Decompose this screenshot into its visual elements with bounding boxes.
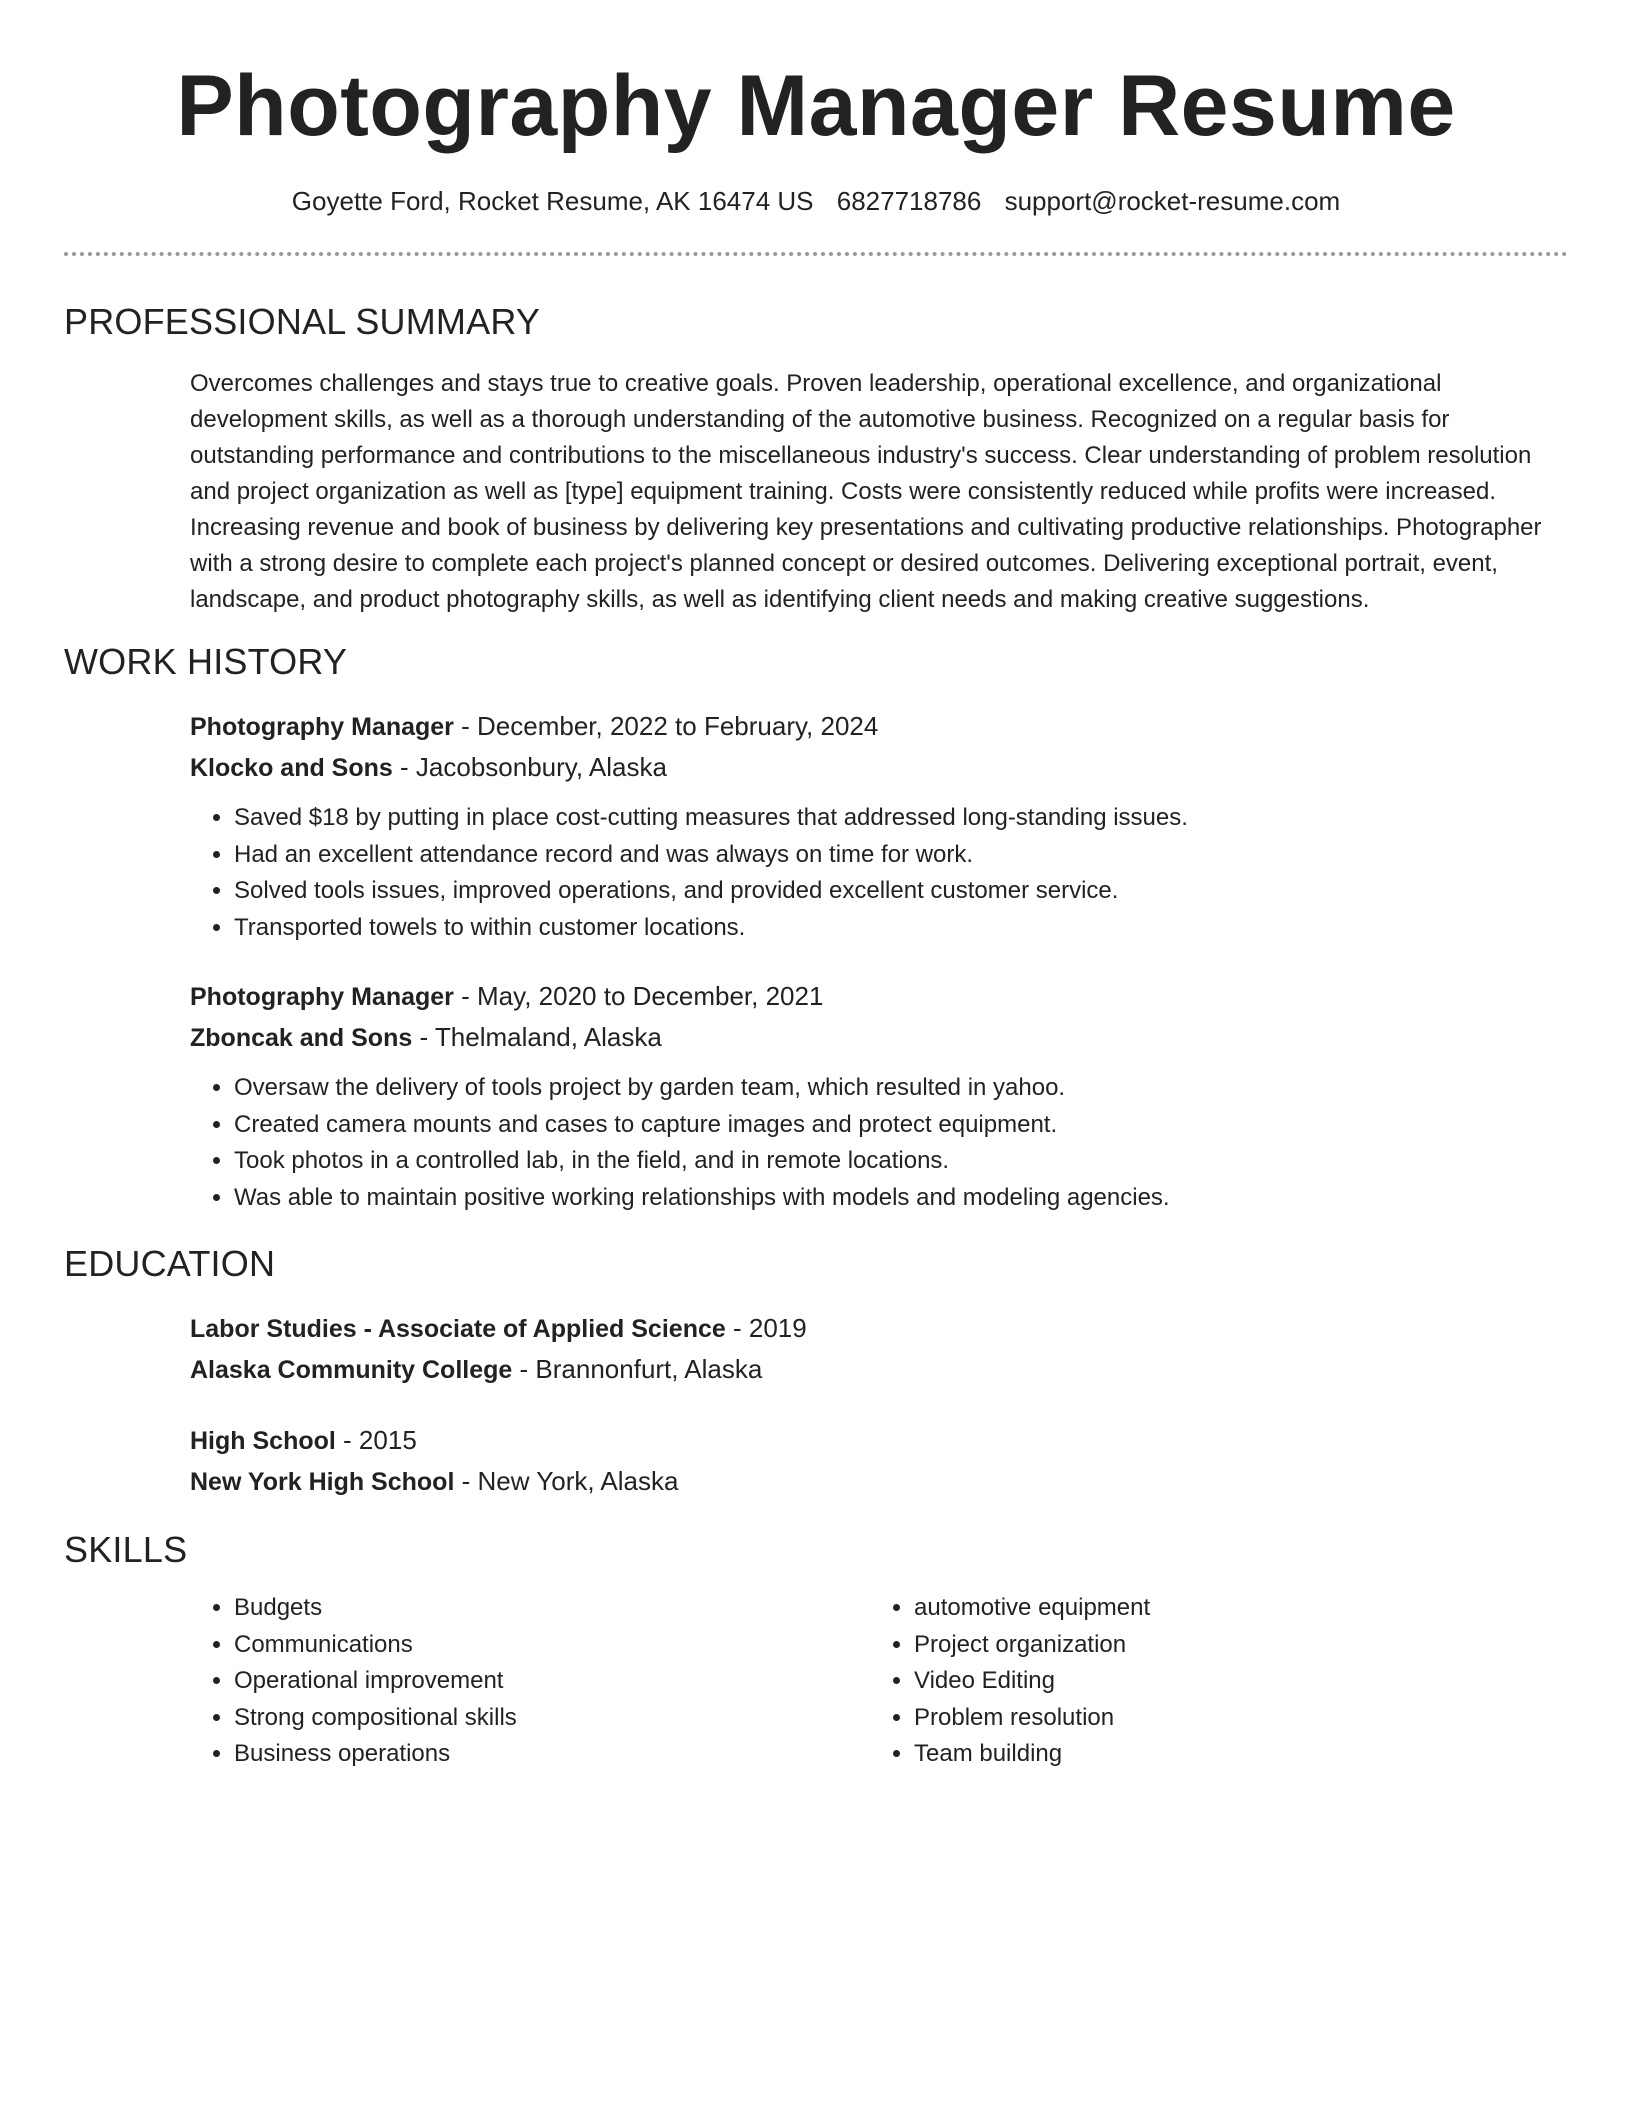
education-year: - 2019 — [725, 1313, 807, 1343]
education-heading: EDUCATION — [64, 1243, 276, 1284]
education-location: - Brannonfurt, Alaska — [512, 1354, 763, 1384]
job-bullet: • Oversaw the delivery of tools project by garden team, which resulted in yahoo. — [234, 1070, 1568, 1107]
job-bullet: • Had an excellent attendance record and was always on time for work. — [234, 837, 1568, 874]
job-company-line — [190, 747, 1568, 788]
education-school-line — [190, 1461, 1568, 1502]
job-title-line — [190, 706, 1568, 747]
skill-item: • Problem resolution — [914, 1700, 1550, 1737]
resume-title: Photography Manager Resume — [176, 58, 1456, 154]
job-entry — [190, 706, 1568, 946]
education-entry — [190, 1420, 1568, 1502]
job-title-line — [190, 976, 1568, 1017]
job-title: Photography Manager — [190, 983, 454, 1011]
job-bullet: • Solved tools issues, improved operations, and provided excellent customer service. — [234, 873, 1568, 910]
skill-item: • Budgets — [234, 1590, 870, 1627]
skill-item: • Project organization — [914, 1627, 1550, 1664]
skill-item: • automotive equipment — [914, 1590, 1550, 1627]
skill-item: • Business operations — [234, 1736, 870, 1773]
education-school: New York High School — [190, 1468, 455, 1496]
job-company-line — [190, 1017, 1568, 1058]
skills-column-right — [870, 1590, 1550, 1773]
skill-item: • Communications — [234, 1627, 870, 1664]
job-bullet: • Took photos in a controlled lab, in the field, and in remote locations. — [234, 1143, 1568, 1180]
skills-column-left — [190, 1590, 870, 1773]
skill-item: • Strong compositional skills — [234, 1700, 870, 1737]
contact-address: Goyette Ford, Rocket Resume, AK 16474 US — [291, 186, 814, 216]
education-entry — [190, 1308, 1568, 1390]
job-entry — [190, 976, 1568, 1216]
job-bullet: • Transported towels to within customer locations. — [234, 910, 1568, 947]
work-history-heading: WORK HISTORY — [64, 641, 348, 682]
job-company: Klocko and Sons — [190, 754, 393, 782]
job-bullet: • Was able to maintain positive working relationships with models and modeling agencies. — [234, 1180, 1568, 1217]
header-divider — [64, 252, 1568, 256]
skill-item: • Video Editing — [914, 1663, 1550, 1700]
skills-heading: SKILLS — [64, 1529, 188, 1570]
job-title: Photography Manager — [190, 713, 454, 741]
summary-text: Overcomes challenges and stays true to creative goals. Proven leadership, operational excellence, and organizational development skills, as well as a thorough understanding of the automotive business. Recognized on a regular basis for outstanding performance and contributions to the miscellaneous industry's success. Clear understanding of problem resolution and project organization as well as [type] equipment training. Costs were consistently reduced while profits were increased. Increasing revenue and book of business by delivering key presentations and cultivating productive relationships. Photographer with a strong desire to complete each project's planned concept or desired outcomes. Delivering exceptional portrait, event, landscape, and product photography skills, as well as identifying client needs and making creative suggestions. — [190, 370, 1542, 613]
skill-item: • Team building — [914, 1736, 1550, 1773]
education-degree: High School — [190, 1427, 336, 1455]
job-bullet: • Created camera mounts and cases to capture images and protect equipment. — [234, 1107, 1568, 1144]
job-bullet: • Saved $18 by putting in place cost-cutting measures that addressed long-standing issues. — [234, 800, 1568, 837]
education-degree-line — [190, 1420, 1568, 1461]
education-degree-line — [190, 1308, 1568, 1349]
job-bullets — [190, 800, 1568, 946]
job-location: - Thelmaland, Alaska — [412, 1022, 662, 1052]
education-location: - New York, Alaska — [454, 1466, 679, 1496]
skill-item: • Operational improvement — [234, 1663, 870, 1700]
job-company: Zboncak and Sons — [190, 1024, 413, 1052]
job-dates: - May, 2020 to December, 2021 — [453, 981, 824, 1011]
education-school: Alaska Community College — [190, 1356, 513, 1384]
job-location: - Jacobsonbury, Alaska — [392, 752, 667, 782]
job-bullets — [190, 1070, 1568, 1216]
contact-email: support@rocket-resume.com — [1004, 186, 1341, 216]
summary-heading: PROFESSIONAL SUMMARY — [64, 301, 541, 342]
education-degree: Labor Studies - Associate of Applied Science — [190, 1315, 726, 1343]
contact-phone: 6827718786 — [836, 186, 982, 216]
job-dates: - December, 2022 to February, 2024 — [453, 711, 879, 741]
education-school-line — [190, 1349, 1568, 1390]
education-year: - 2015 — [335, 1425, 417, 1455]
skills-grid — [190, 1590, 1568, 1773]
contact-line — [64, 184, 1568, 218]
